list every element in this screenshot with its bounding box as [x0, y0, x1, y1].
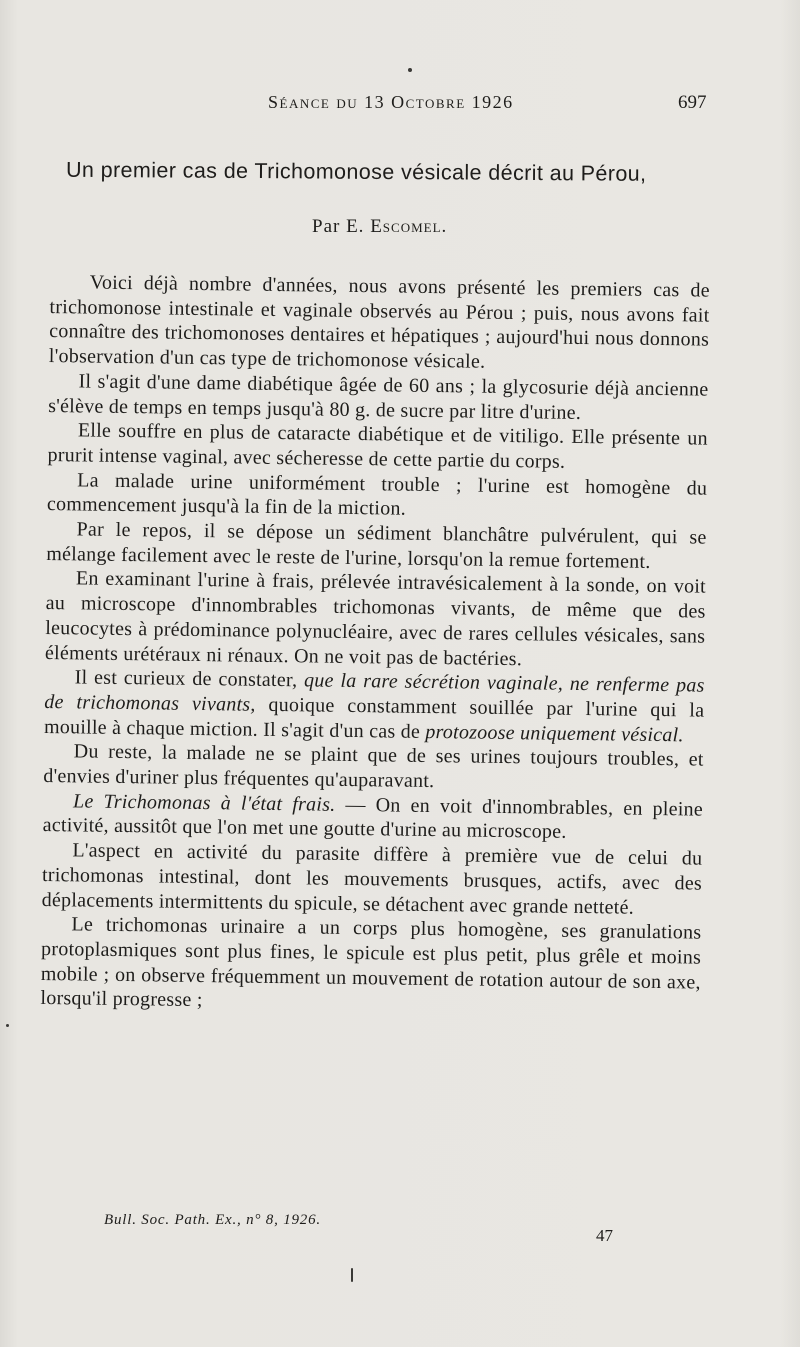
paragraph-4: La malade urine uniformément trouble ; l'urine est homogène du commencement jusqu'à la fin de la miction. — [46, 469, 708, 521]
paragraph-7-emphasis: que la rare sécrétion vaginale, ne renferme pas de trichomonas vivants, — [44, 669, 705, 716]
byline — [312, 216, 447, 238]
article-title: Un premier cas de Trichomonose vésicale décrit au Pérou, — [65, 157, 647, 186]
paragraph-5: Par le repos, il se dépose un sédiment blanchâtre pulvérulent, qui se mélange facilement avec le reste de l'urine, lorsqu'on la remue fortement. — [46, 518, 707, 573]
paragraph-9 — [43, 789, 704, 847]
paragraph-3: Elle souffre en plus de cataracte diabétique et de vitiligo. Elle présente un prurit intense vaginal, avec sécheresse de cette partie du corps. — [47, 419, 708, 473]
ink-speck — [351, 1268, 353, 1282]
signature-mark: 47 — [596, 1226, 613, 1245]
paragraph-6: En examinant l'urine à frais, prélevée intravésicalement à la sonde, on voit au microscope d'innombrables trichomonas vivants, de même que des leucocytes à prédominance polynucléaire, avec de rares cellules vésicales, sans éléments urétéraux ni rénaux. On ne voit pas de bactéries. — [44, 567, 707, 670]
running-head-title: Séance du 13 Octobre 1926 — [268, 92, 514, 112]
running-head — [0, 92, 800, 116]
paragraph-7-middle: quoique constamment souillée par l'urine qui la mouille à chaque miction. Il s'agit d'un cas de — [43, 693, 705, 743]
byline-prefix: Par E. — [312, 216, 365, 237]
page-number: 697 — [678, 92, 707, 113]
ink-speck — [408, 68, 412, 72]
paragraph-10: L'aspect en activité du parasite diffère à première vue de celui du trichomonas intestinal, dont les mouvements brusques, actifs, avec des déplacements intermittents du spicule, se détachent avec grande netteté. — [41, 839, 703, 919]
paragraph-1: Voici déjà nombre d'années, nous avons présenté les premiers cas de trichomonose intestinale et vaginale observés au Pérou ; puis, nous avons fait connaître des trichomonoses dentaires et hépatiques ; aujourd'hui nous donnons l'observation d'un cas type de trichomonose vésicale. — [48, 271, 710, 373]
paragraph-2: Il s'agit d'une dame diabétique âgée de 60 ans ; la glycosurie déjà ancienne s'élève de temps en temps jusqu'à 80 g. de sucre par litre d'urine. — [48, 370, 709, 424]
paragraph-8: Du reste, la malade ne se plaint que de ses urines toujours troubles, et d'envies d'uriner plus fréquentes qu'auparavant. — [43, 740, 704, 793]
ink-speck — [6, 1024, 9, 1027]
paragraph-9-text: — On en voit d'innombrables, en pleine activité, aussitôt que l'on met une goutte d'urine au microscope. — [42, 793, 704, 844]
byline-author: Escomel. — [370, 216, 448, 237]
footnote-citation: Bull. Soc. Path. Ex., n° 8, 1926. — [104, 1212, 321, 1228]
paragraph-7 — [44, 665, 705, 748]
article-body — [40, 270, 710, 1020]
paragraph-7-emphasis-2: protozoose uniquement vésical. — [425, 720, 684, 746]
paragraph-9-heading: Le Trichomonas à l'état frais. — [72, 790, 336, 816]
paragraph-11: Le trichomonas urinaire a un corps plus homogène, ses granulations protoplasmiques sont plus fines, le spicule est plus petit, plus grêle et moins mobile ; on observe fréquemment un mouvement de rotation autour de son axe, lorsqu'il progresse ; — [40, 913, 702, 1012]
paragraph-7-start: Il est curieux de constater, — [74, 666, 298, 692]
